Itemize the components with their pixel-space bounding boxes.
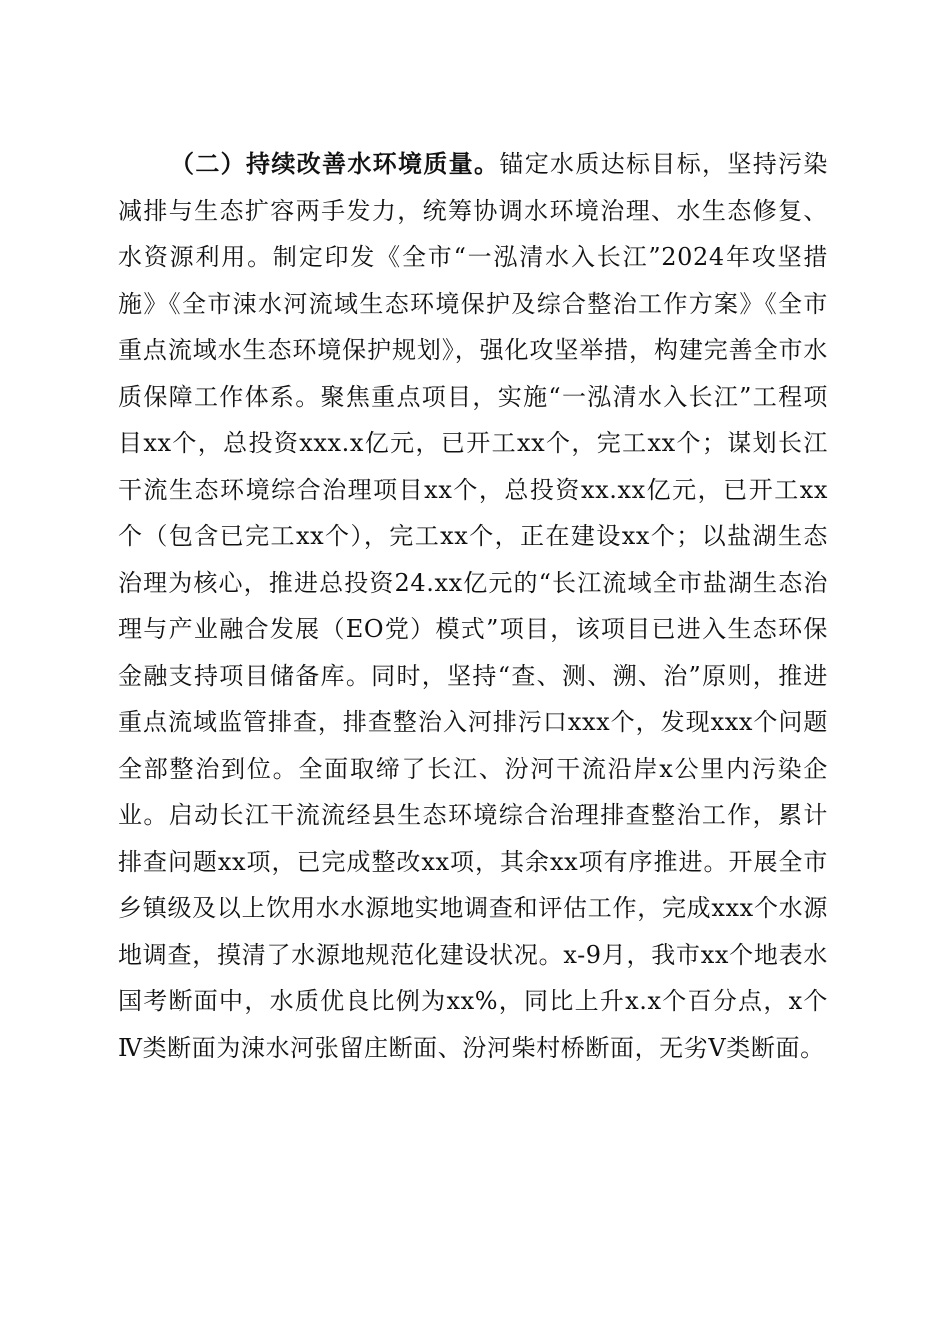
- section-heading: （二）持续改善水环境质量。: [170, 149, 500, 178]
- body-paragraph: [118, 141, 828, 1071]
- paragraph-text: 锚定水质达标目标，坚持污染减排与生态扩容两手发力，统筹协调水环境治理、水生态修复、水资源利用。制定印发《全市“一泓清水入长江”2024年攻坚措施》《全市涑水河流域生态环境保护及综合整治工作方案》《全市重点流域水生态环境保护规划》，强化攻坚举措，构建完善全市水质保障工作体系。聚焦重点项目，实施“一泓清水入长江”工程项目xx个，总投资xxx.x亿元，已开工xx个，完工xx个；谋划长江干流生态环境综合治理项目xx个，总投资xx.xx亿元，已开工xx个（包含已完工xx个），完工xx个，正在建设xx个；以盐湖生态治理为核心，推进总投资24.xx亿元的“长江流域全市盐湖生态治理与产业融合发展（EO党）模式”项目，该项目已进入生态环保金融支持项目储备库。同时，坚持“查、测、溯、治”原则，推进重点流域监管排查，排查整治入河排污口xxx个，发现xxx个问题全部整治到位。全面取缔了长江、汾河干流沿岸x公里内污染企业。启动长江干流流经县生态环境综合治理排查整治工作，累计排查问题xx项，已完成整改xx项，其余xx项有序推进。开展全市乡镇级及以上饮用水水源地实地调查和评估工作，完成xxx个水源地调查，摸清了水源地规范化建设状况。x-9月，我市xx个地表水国考断面中，水质优良比例为xx%，同比上升x.x个百分点，x个Ⅳ类断面为涑水河张留庄断面、汾河柴村桥断面，无劣Ⅴ类断面。: [118, 150, 828, 1062]
